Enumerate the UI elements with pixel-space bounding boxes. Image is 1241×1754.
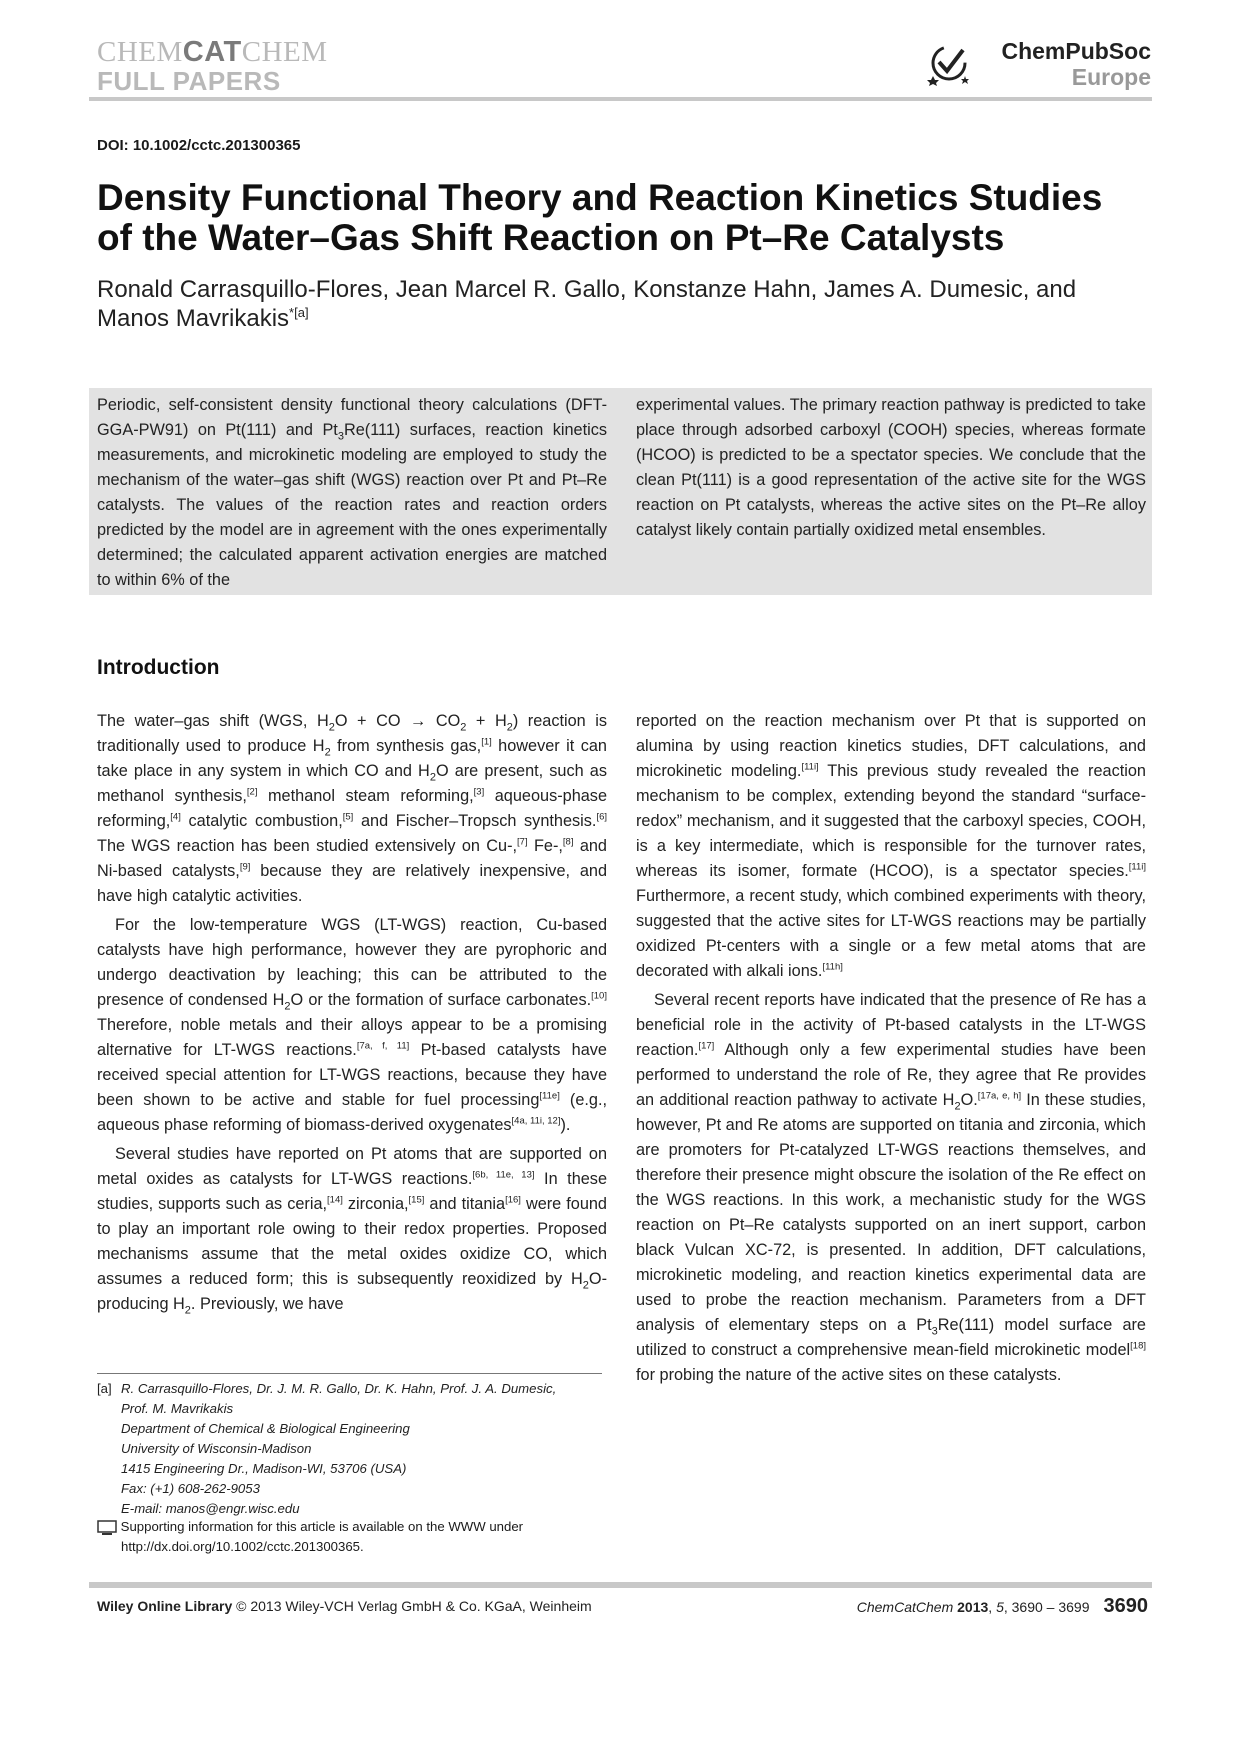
page-number: 3690 — [1103, 1595, 1148, 1617]
publisher-name: ChemPubSoc — [1001, 38, 1151, 64]
footer-pages: 3690 – 3699 — [1011, 1599, 1090, 1615]
doi: DOI: 10.1002/cctc.201300365 — [97, 137, 301, 154]
supporting-info-text: Supporting information for this article is available on the WWW under — [120, 1519, 524, 1534]
footer-journal: ChemCatChem — [856, 1599, 954, 1615]
footnote-university: University of Wisconsin-Madison — [121, 1441, 312, 1456]
footnote-rule — [97, 1373, 602, 1374]
footnote-names-cont: Prof. M. Mavrikakis — [121, 1401, 234, 1416]
footnote-names: R. Carrasquillo-Flores, Dr. J. M. R. Gallo, Dr. K. Hahn, Prof. J. A. Dumesic, — [121, 1381, 557, 1396]
copyright: © 2013 Wiley-VCH Verlag GmbH & Co. KGaA, Weinheim — [236, 1598, 592, 1614]
footer-right: ChemCatChem 2013, 5, 3690 – 3699 3690 — [856, 1595, 1148, 1617]
paragraph: Several recent reports have indicated that the presence of Re has a beneficial role in the activity of Pt-based catalysts in the LT-WGS reaction.[17] Although only a few experimental studies have been performed to understand the role of Re, they agree that Re provides an additional reaction pathway to activate $H_2O.[17a, e, h]$ In these studies, however, Pt and Re atoms are supported on titania and zirconia, which are promoters for Pt-catalyzed LT-WGS reactions themselves, and therefore their presence might obscure the isolation of the Re effect on the WGS reactions. In this work, a mechanistic study for the WGS reaction on Pt–Re catalysts supported on an inert support, carbon black Vulcan XC-72, is presented. In addition, DFT calculations, microkinetic modeling, and reaction kinetics experimental data are used to probe the reaction mechanism. Parameters from a DFT analysis of elementary steps on a $Pt_3Re(111)$ model surface are utilized to construct a comprehensive mean-field microkinetic model[18] for probing the nature of the active sites on these catalysts. — [636, 991, 1147, 1384]
footnote-department: Department of Chemical & Biological Engineering — [121, 1421, 410, 1436]
abstract-right: experimental values. The primary reaction pathway is predicted to take place through adsorbed carboxyl (COOH) species, whereas formate (HCOO) is predicted to be a spectator species. We conclude that the clean Pt(111) is a good representation of the active site for the WGS reaction on Pt catalysts, whereas the active sites on the Pt–Re alloy catalyst likely contain partially oxidized metal ensembles. — [636, 396, 1146, 539]
author-list: Ronald Carrasquillo-Flores, Jean Marcel R. Gallo, Konstanze Hahn, James A. Dumesic, and Manos Mavrikakis$^{*[a]}$ — [97, 276, 1077, 332]
paragraph: The water–gas shift (WGS, $H_2O$ + CO → $CO_2 + H_2$) reaction is traditionally used to produce $H_2$ from synthesis gas,[1] however it can take place in any system in which CO and $H_2O$ are present, such as methanol synthesis,[2] methanol steam reforming,[3] aqueous-phase reforming,[4] catalytic combustion,[5] and Fischer–Tropsch synthesis.[6] The WGS reaction has been studied extensively on Cu-,[7] Fe-,[8] and Ni-based catalysts,[9] because they are relatively inexpensive, and have high catalytic activities. — [97, 712, 607, 905]
footer-rule — [89, 1582, 1152, 1588]
footnote-fax: Fax: (+1) 608-262-9053 — [121, 1481, 260, 1496]
footer-left — [97, 1598, 592, 1614]
abstract-left: Periodic, self-consistent density functional theory calculations (DFT-GGA-PW91) on Pt(111) and $Pt_3Re(111)$ surfaces, reaction kinetics measurements, and microkinetic modeling are employed to study the mechanism of the water–gas shift (WGS) reaction over Pt and Pt–Re catalysts. The values of the reaction rates and reaction orders predicted by the model are in agreement with the ones experimentally determined; the calculated apparent activation energies are matched to within 6% of the — [97, 396, 607, 589]
publisher-region: Europe — [1071, 64, 1151, 90]
journal-name: CHEMCATCHEM — [97, 36, 328, 68]
affiliation-footnote — [97, 1379, 617, 1519]
footer-volume: 5 — [996, 1599, 1004, 1615]
computer-monitor-icon — [97, 1520, 117, 1536]
chempubsoc-logo-icon — [927, 40, 971, 86]
wiley-online-library-link[interactable]: Wiley Online Library — [97, 1598, 233, 1614]
paragraph: Several studies have reported on Pt atoms that are supported on metal oxides as catalysts for LT-WGS reactions.[6b, 11e, 13] In these studies, supports such as ceria,[14] zirconia,[15] and titania[16] were found to play an important role owing to their redox properties. Proposed mechanisms assume that the metal oxides oxidize CO, which assumes a reduced form; this is subsequently reoxidized by $H_2O$-producing $H_2$. Previously, we have — [97, 1145, 607, 1317]
paragraph: For the low-temperature WGS (LT-WGS) reaction, Cu-based catalysts have high performance, however they are pyrophoric and undergo deactivation by leaching; this can be attributed to the presence of condensed $H_2O$ or the formation of surface carbonates.[10] Therefore, noble metals and their alloys appear to be a promising alternative for LT-WGS reactions.[7a, f, 11] Pt-based catalysts have received special attention for LT-WGS reactions, because they have been shown to be active and stable for fuel processing[11e] (e.g., aqueous phase reforming of biomass-derived oxygenates[4a, 11i, 12]). — [97, 916, 607, 1134]
paragraph: reported on the reaction mechanism over Pt that is supported on alumina by using reaction kinetics studies, DFT calculations, and microkinetic modeling.[11i] This previous study revealed the reaction mechanism to be complex, extending beyond the standard “surface-redox” mechanism, and it suggested that the carboxyl species, COOH, is a key intermediate, which is responsible for the turnover rates, whereas its isomer, formate (HCOO), is a spectator species.[11i] Furthermore, a recent study, which combined experiments with theory, suggested that the active sites for LT-WGS reactions may be partially oxidized Pt-centers with a single or a few metal atoms that are decorated with alkali ions.[11h] — [636, 712, 1146, 980]
body-column-right — [636, 709, 1146, 1388]
journal-section: FULL PAPERS — [97, 66, 281, 96]
publisher-logo — [1001, 38, 1151, 90]
supporting-info — [97, 1517, 617, 1557]
footnote-address: 1415 Engineering Dr., Madison-WI, 53706 (USA) — [121, 1461, 407, 1476]
header-rule — [89, 97, 1152, 101]
section-heading: Introduction — [97, 656, 220, 679]
author-affiliation-mark: *[a] — [289, 305, 309, 320]
footnote-email[interactable]: E-mail: manos@engr.wisc.edu — [121, 1501, 300, 1516]
body-column-left — [97, 709, 607, 1317]
footer-year: 2013 — [957, 1599, 989, 1615]
supporting-info-link[interactable]: http://dx.doi.org/10.1002/cctc.201300365. — [121, 1539, 364, 1554]
footnote-label: [a] — [97, 1381, 112, 1396]
article-title: Density Functional Theory and Reaction Kinetics Studies of the Water–Gas Shift Reaction on Pt–Re Catalysts — [97, 177, 1103, 258]
